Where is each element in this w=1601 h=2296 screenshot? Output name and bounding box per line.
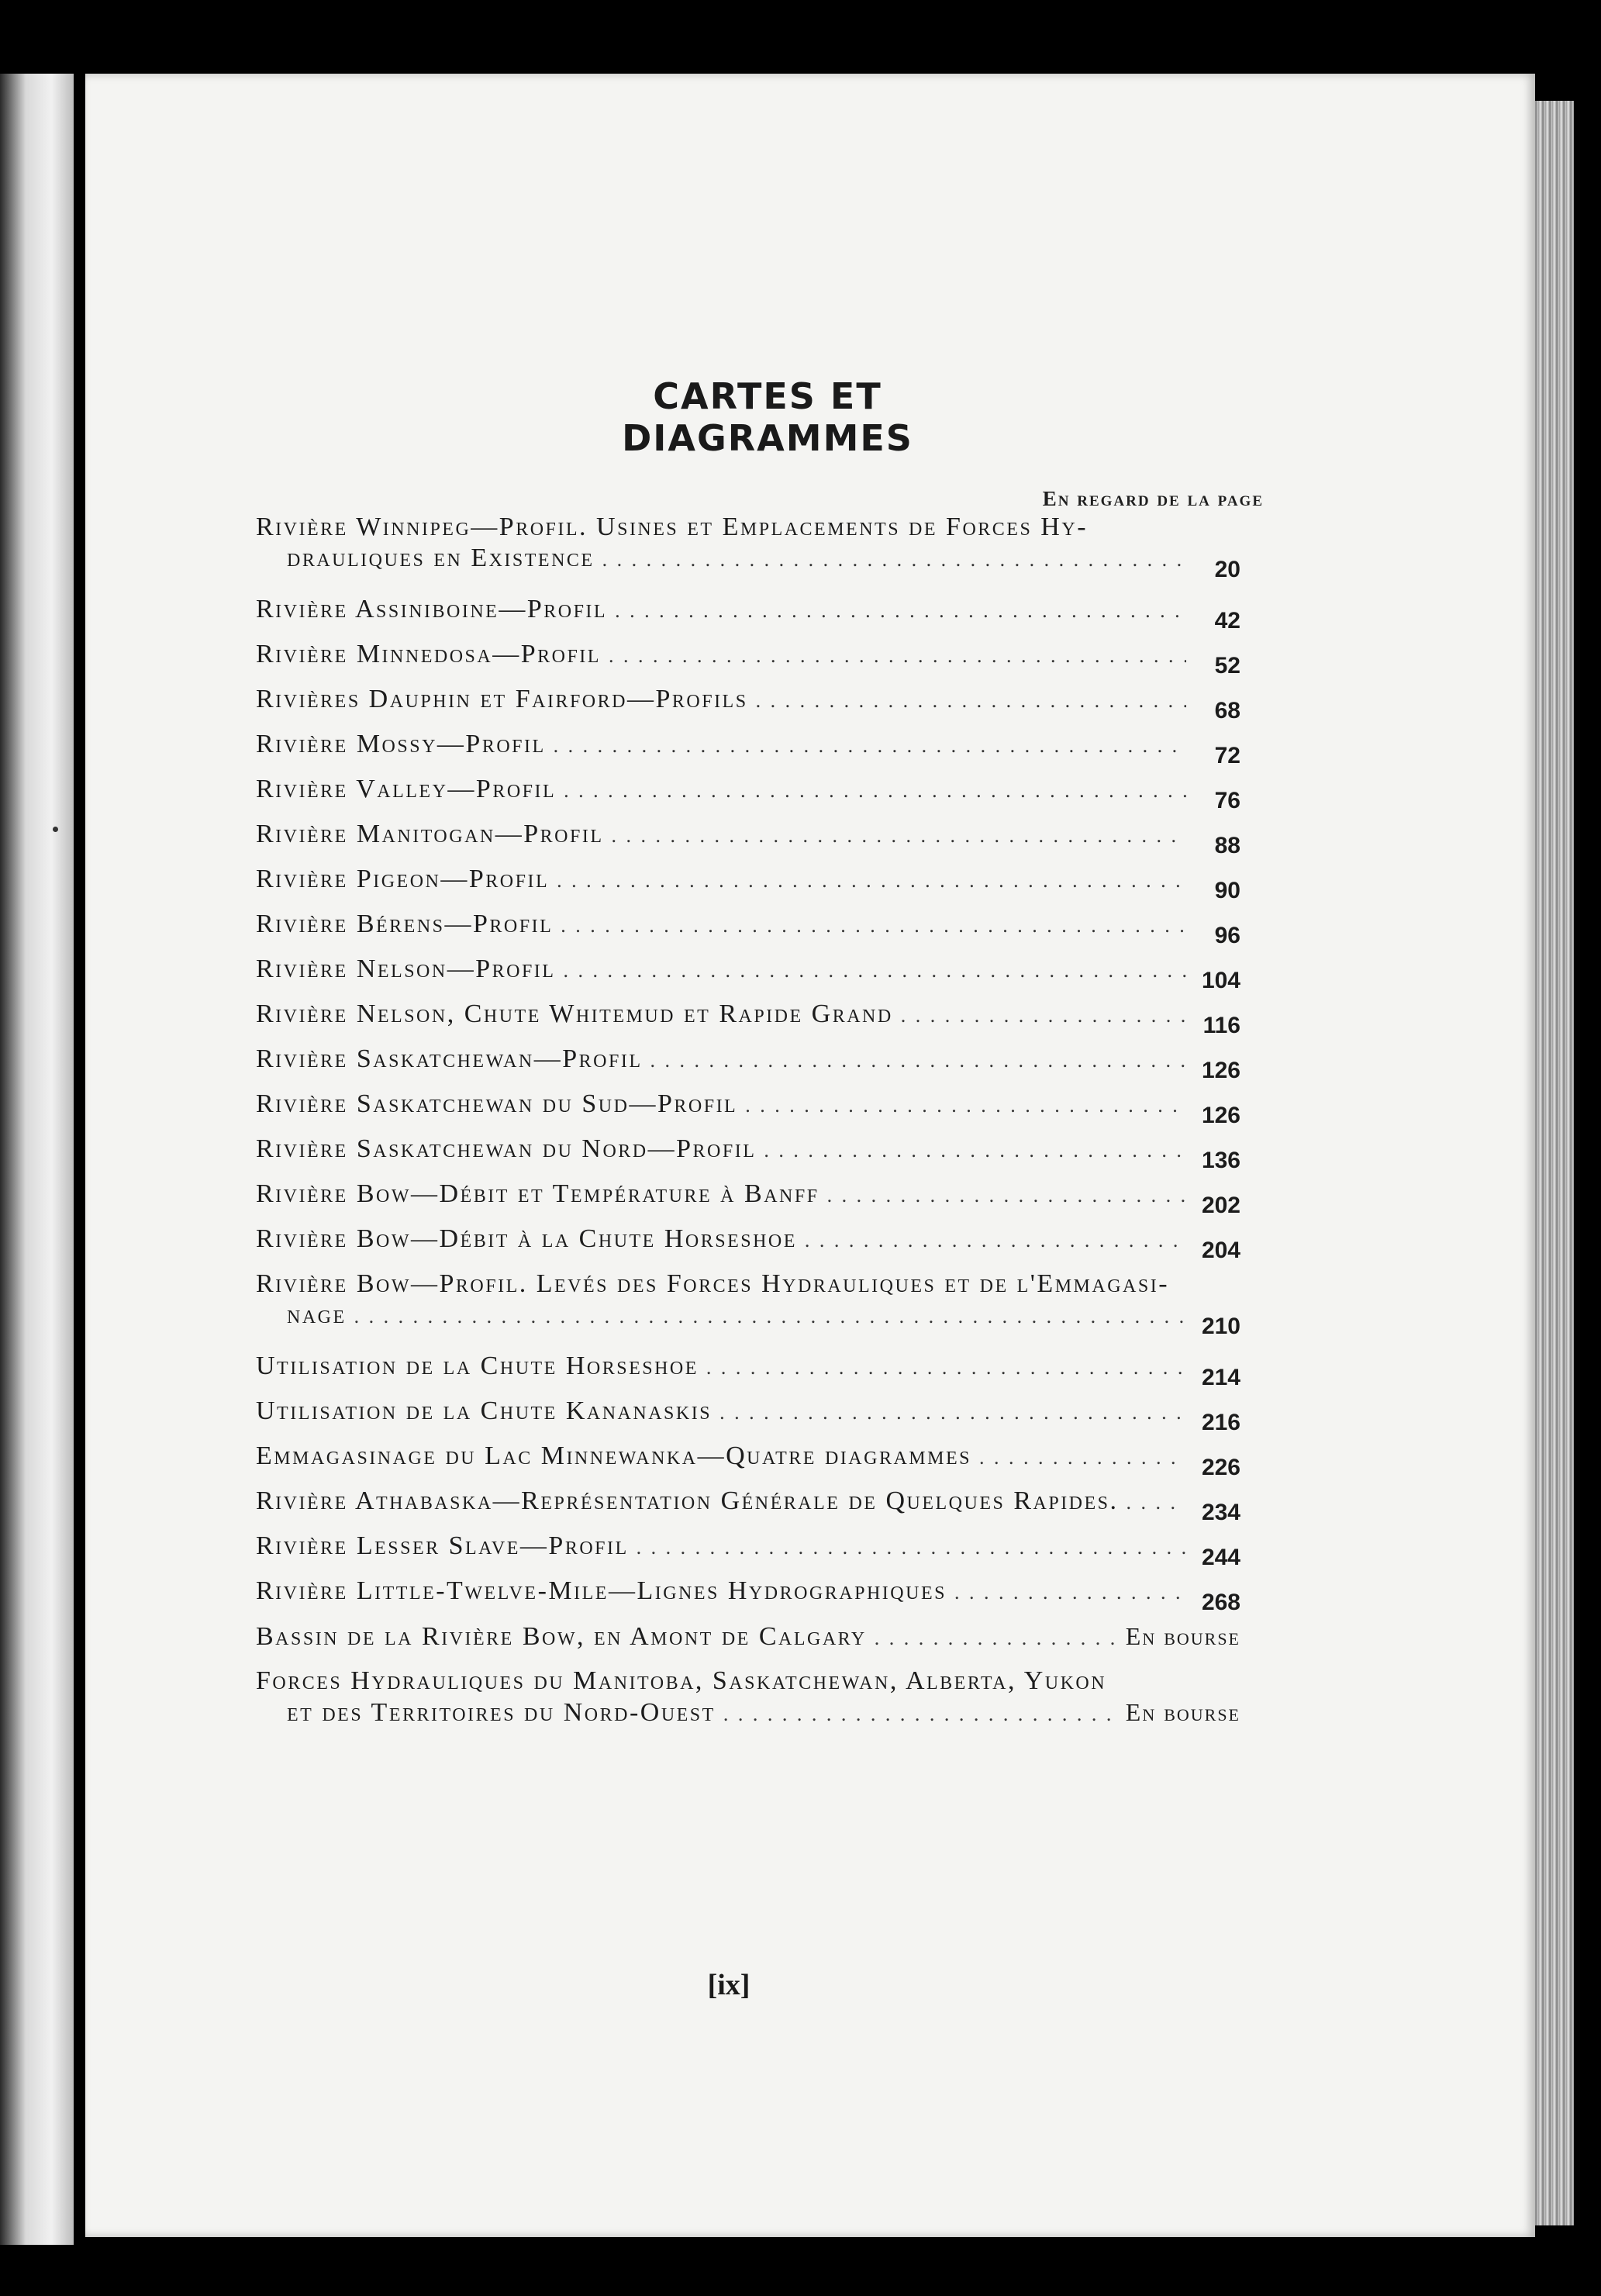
dot-leader — [650, 1045, 1186, 1076]
dot-leader — [756, 685, 1186, 716]
toc-entry-title: Forces Hydrauliques du Manitoba, Saskatchewan, Alberta, Yukon — [256, 1666, 1107, 1695]
toc-entry-title: Rivière Assiniboine—Profil — [256, 595, 608, 623]
toc-entry — [256, 1044, 1240, 1089]
dot-leader — [745, 1090, 1186, 1121]
dot-leader — [1127, 1487, 1186, 1518]
left-page-edge — [0, 74, 74, 2245]
toc-entry-title: Utilisation de la Chute Kananaskis — [256, 1397, 713, 1425]
toc-page-number: 72 — [1214, 743, 1240, 768]
toc-entry-title: Rivière Mossy—Profil — [256, 730, 546, 758]
dot-leader — [564, 775, 1186, 806]
toc-entry — [256, 1621, 1240, 1666]
toc-page-number: 96 — [1214, 923, 1240, 948]
toc-page-number: 90 — [1214, 878, 1240, 903]
toc-page-number: 216 — [1201, 1410, 1240, 1435]
dot-leader — [723, 1699, 1118, 1730]
dot-leader — [637, 1532, 1186, 1563]
toc-entry-title: Rivière Manitogan—Profil — [256, 820, 604, 848]
dot-leader — [805, 1225, 1186, 1256]
toc-page-number: 20 — [1214, 557, 1240, 582]
toc-entry-title: Rivières Dauphin et Fairford—Profils — [256, 685, 748, 713]
toc-entry — [256, 639, 1240, 684]
toc-entry-title: Rivière Bérens—Profil — [256, 910, 554, 938]
toc-entry — [256, 1531, 1240, 1576]
page-title: CARTES ET DIAGRAMMES — [622, 375, 913, 459]
toc-page-number: 234 — [1201, 1500, 1240, 1525]
dot-leader — [554, 730, 1186, 761]
dust-speck — [53, 827, 58, 832]
dot-leader — [764, 1135, 1186, 1166]
toc-entry — [256, 1666, 1240, 1748]
toc-page-number: 136 — [1201, 1148, 1240, 1173]
toc-entry-title: Bassin de la Rivière Bow, en Amont de Calgary — [256, 1622, 867, 1651]
dot-leader — [612, 820, 1186, 851]
toc-entry-continuation: et des Territoires du Nord-Ouest — [287, 1698, 716, 1727]
dot-leader — [615, 596, 1186, 627]
dot-leader — [719, 1397, 1186, 1428]
dot-leader — [954, 1577, 1186, 1608]
toc-page-number: 226 — [1201, 1455, 1240, 1480]
toc-entry — [256, 594, 1240, 639]
toc-entry-title: Rivière Winnipeg—Profil. Usines et Emplacements de Forces Hy- — [256, 513, 1089, 541]
column-header: En regard de la page — [1042, 487, 1264, 510]
toc-page-number: 76 — [1214, 788, 1240, 813]
toc-entry — [256, 1486, 1240, 1531]
toc-entry — [256, 1134, 1240, 1179]
toc-page-number: 126 — [1201, 1058, 1240, 1083]
dot-leader — [557, 865, 1186, 896]
toc-entry — [256, 1179, 1240, 1224]
table-of-contents — [256, 512, 1240, 1748]
dot-leader — [827, 1180, 1186, 1211]
toc-entry-title: Rivière Saskatchewan du Nord—Profil — [256, 1134, 757, 1163]
toc-entry — [256, 909, 1240, 954]
toc-page-number: En bourse — [1125, 1622, 1240, 1650]
toc-entry-title: Rivière Bow—Profil. Levés des Forces Hydrauliques et de l'Emmagasi- — [256, 1269, 1170, 1298]
dot-leader — [706, 1352, 1186, 1383]
toc-page-number: 214 — [1201, 1365, 1240, 1390]
dot-leader — [354, 1301, 1186, 1332]
toc-page-number: 116 — [1202, 1013, 1240, 1038]
toc-entry — [256, 774, 1240, 819]
dot-leader — [563, 955, 1186, 986]
toc-entry — [256, 999, 1240, 1044]
toc-entry-title: Utilisation de la Chute Horseshoe — [256, 1352, 699, 1380]
toc-entry-title: Rivière Athabaska—Représentation Générale de Quelques Rapides. — [256, 1486, 1119, 1515]
toc-entry — [256, 1224, 1240, 1269]
toc-entry-title: Rivière Little-Twelve-Mile—Lignes Hydrographiques — [256, 1576, 947, 1605]
toc-page-number: 42 — [1214, 608, 1240, 634]
toc-entry — [256, 1351, 1240, 1396]
toc-page-number: 244 — [1201, 1545, 1240, 1570]
dot-leader — [979, 1442, 1186, 1473]
toc-page-number: 104 — [1201, 968, 1240, 993]
dot-leader — [901, 1000, 1186, 1031]
toc-entry-title: Rivière Saskatchewan—Profil — [256, 1044, 643, 1073]
toc-page-number: 68 — [1214, 698, 1240, 723]
dot-leader — [609, 640, 1186, 672]
toc-page-number: 204 — [1201, 1238, 1240, 1263]
toc-entry-title: Rivière Saskatchewan du Sud—Profil — [256, 1089, 738, 1118]
toc-entry — [256, 954, 1240, 999]
toc-page-number: 210 — [1201, 1314, 1240, 1339]
toc-page-number: 202 — [1201, 1193, 1240, 1218]
toc-entry — [256, 1269, 1240, 1351]
toc-entry — [256, 729, 1240, 774]
toc-entry-continuation: nage — [287, 1300, 347, 1329]
toc-entry — [256, 864, 1240, 909]
page-stack-edge — [1531, 101, 1574, 2225]
dot-leader — [602, 544, 1186, 575]
toc-entry-title: Rivière Pigeon—Profil — [256, 865, 550, 893]
dot-leader — [875, 1623, 1118, 1654]
toc-entry — [256, 684, 1240, 729]
toc-entry-title: Rivière Nelson, Chute Whitemud et Rapide Grand — [256, 1000, 893, 1028]
toc-entry-title: Rivière Bow—Débit à la Chute Horseshoe — [256, 1224, 797, 1253]
toc-page-number: 88 — [1214, 833, 1240, 858]
toc-entry-title: Emmagasinage du Lac Minnewanka—Quatre diagrammes — [256, 1441, 971, 1470]
toc-entry-title: Rivière Bow—Débit et Température à Banff — [256, 1179, 819, 1208]
toc-entry — [256, 819, 1240, 864]
toc-entry — [256, 512, 1240, 594]
toc-page-number: 52 — [1214, 653, 1240, 678]
toc-entry — [256, 1441, 1240, 1486]
page-folio: [ix] — [707, 1969, 750, 2001]
toc-page-number: En bourse — [1125, 1698, 1240, 1726]
toc-entry — [256, 1576, 1240, 1621]
toc-entry-title: Rivière Lesser Slave—Profil — [256, 1531, 629, 1560]
dot-leader — [561, 910, 1186, 941]
toc-entry-title: Rivière Minnedosa—Profil — [256, 640, 601, 668]
toc-entry — [256, 1396, 1240, 1441]
toc-entry — [256, 1089, 1240, 1134]
toc-entry-title: Rivière Valley—Profil — [256, 775, 557, 803]
toc-page-number: 268 — [1201, 1590, 1240, 1615]
toc-entry-continuation: drauliques en Existence — [287, 544, 595, 572]
toc-page-number: 126 — [1201, 1103, 1240, 1128]
toc-entry-title: Rivière Nelson—Profil — [256, 955, 556, 983]
